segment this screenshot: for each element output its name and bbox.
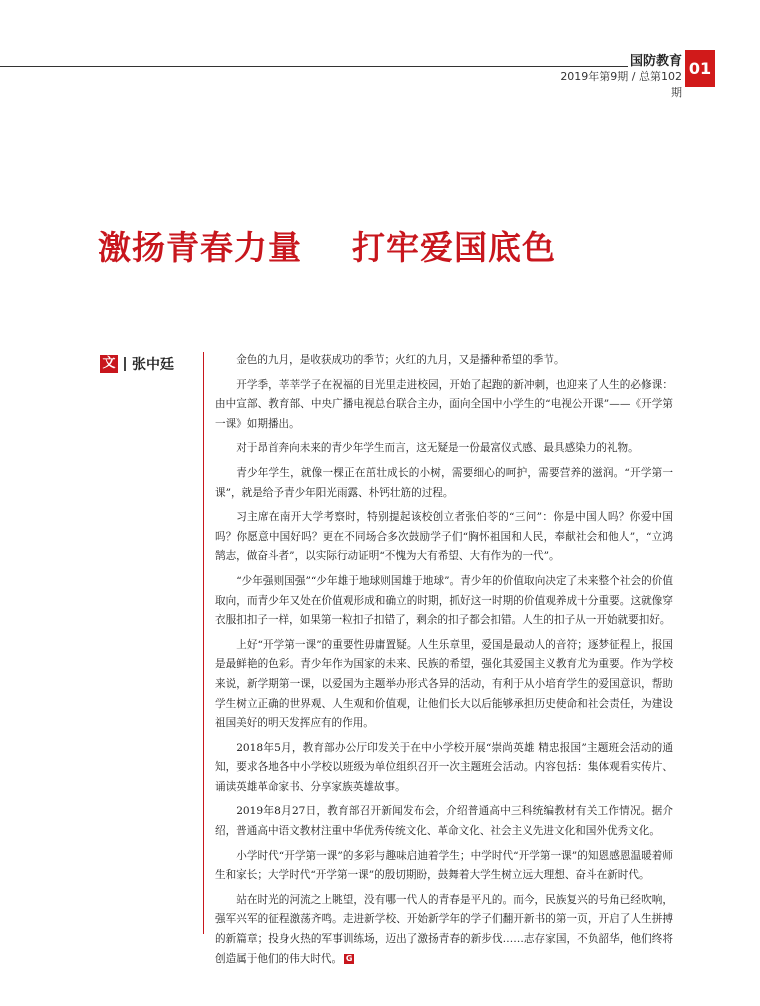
author-byline [100, 354, 174, 374]
author-tag: 文 [100, 355, 118, 373]
paragraph: 金色的九月，是收获成功的季节；火红的九月，又是播种希望的季节。 [236, 354, 565, 366]
page-number: 01 [685, 50, 715, 87]
article-title: 激扬青春力量 打牢爱国底色 [98, 228, 556, 267]
paragraph: 上好“开学第一课”的重要性毋庸置疑。人生乐章里，爱国是最动人的音符；逐梦征程上，报国是最鲜艳的色彩。青少年作为国家的未来、民族的希望，强化其爱国主义教育尤为重要。作为学校来说，新学期第一课，以爱国为主题举办形式各异的活动，有利于从小培育学生的爱国意识，帮助学生树立正确的世界观、人生观和价值观，让他们长大以后能够承担历史使命和社会责任，为建设祖国美好的明天发挥应有的作用。 [215, 638, 673, 730]
header-rule [0, 66, 628, 67]
paragraph: 小学时代“开学第一课”的多彩与趣味启迪着学生；中学时代“开学第一课”的知恩感恩温暖着师生和家长；大学时代“开学第一课”的殷切期盼，鼓舞着大学生树立远大理想、奋斗在新时代。 [215, 849, 673, 882]
paragraph: 2019年8月27日，教育部召开新闻发布会，介绍普通高中三科统编教材有关工作情况。据介绍，普通高中语文教材注重中华优秀传统文化、革命文化、社会主义先进文化和国外优秀文化。 [215, 805, 673, 838]
paragraph: 对于昂首奔向未来的青少年学生而言，这无疑是一份最富仪式感、最具感染力的礼物。 [236, 442, 639, 455]
author-separator [124, 357, 126, 371]
article-body [215, 351, 673, 974]
magazine-name: 国防教育 [630, 54, 683, 69]
paragraph: 开学季，莘莘学子在祝福的目光里走进校园，开始了起跑的新冲刺，也迎来了人生的必修课：由中宣部、教育部、中央广播电视总台联合主办，面向全国中小学生的“电视公开课”——《开学第一课》如期播出。 [215, 378, 673, 430]
column-divider [203, 352, 204, 934]
paragraph-last [215, 891, 673, 969]
paragraph: “少年强则国强”“少年雄于地球则国雄于地球”。青少年的价值取向决定了未来整个社会的价值取向，而青少年又处在价值观形成和确立的时期，抓好这一时期的价值观养成十分重要。这就像穿衣服扣扣子一样，如果第一粒扣子扣错了，剩余的扣子都会扣错。人生的扣子从一开始就要扣好。 [215, 574, 673, 627]
paragraph-last-text: 站在时光的河流之上眺望，没有哪一代人的青春是平凡的。而今，民族复兴的号角已经吹响，强军兴军的征程激荡齐鸣。走进新学校、开始新学年的学子们翻开新书的第一页，开启了人生拼搏的新篇章；投身火热的军事训练场，迈出了激扬青春的新步伐……志存家国，不负韶华，他们终将创造属于他们的伟大时代。 [215, 893, 673, 965]
issue-info: 2019年第9期 / 总第102期 [560, 70, 682, 99]
author-name: 张中廷 [132, 357, 174, 373]
paragraph: 习主席在南开大学考察时，特别提起该校创立者张伯苓的“三问”：你是中国人吗？你爱中国吗？你愿意中国好吗？更在不同场合多次鼓励学子们“胸怀祖国和人民，奉献社会和他人”，“立鸿鹄志，做奋斗者”，以实际行动证明“不愧为大有希望、大有作为的一代”。 [215, 511, 673, 563]
paragraph: 青少年学生，就像一棵正在茁壮成长的小树，需要细心的呵护，需要营养的滋润。“开学第一课”，就是给予青少年阳光雨露、朴钙壮筋的过程。 [215, 466, 673, 499]
paragraph: 2018年5月，教育部办公厅印发关于在中小学校开展“崇尚英雄 精忠报国”主题班会活动的通知，要求各地各中小学校以班级为单位组织召开一次主题班会活动。内容包括：集体观看实传片、诵读英雄革命家书、分享家族英雄故事。 [215, 741, 673, 793]
end-mark-icon: G [345, 953, 353, 963]
